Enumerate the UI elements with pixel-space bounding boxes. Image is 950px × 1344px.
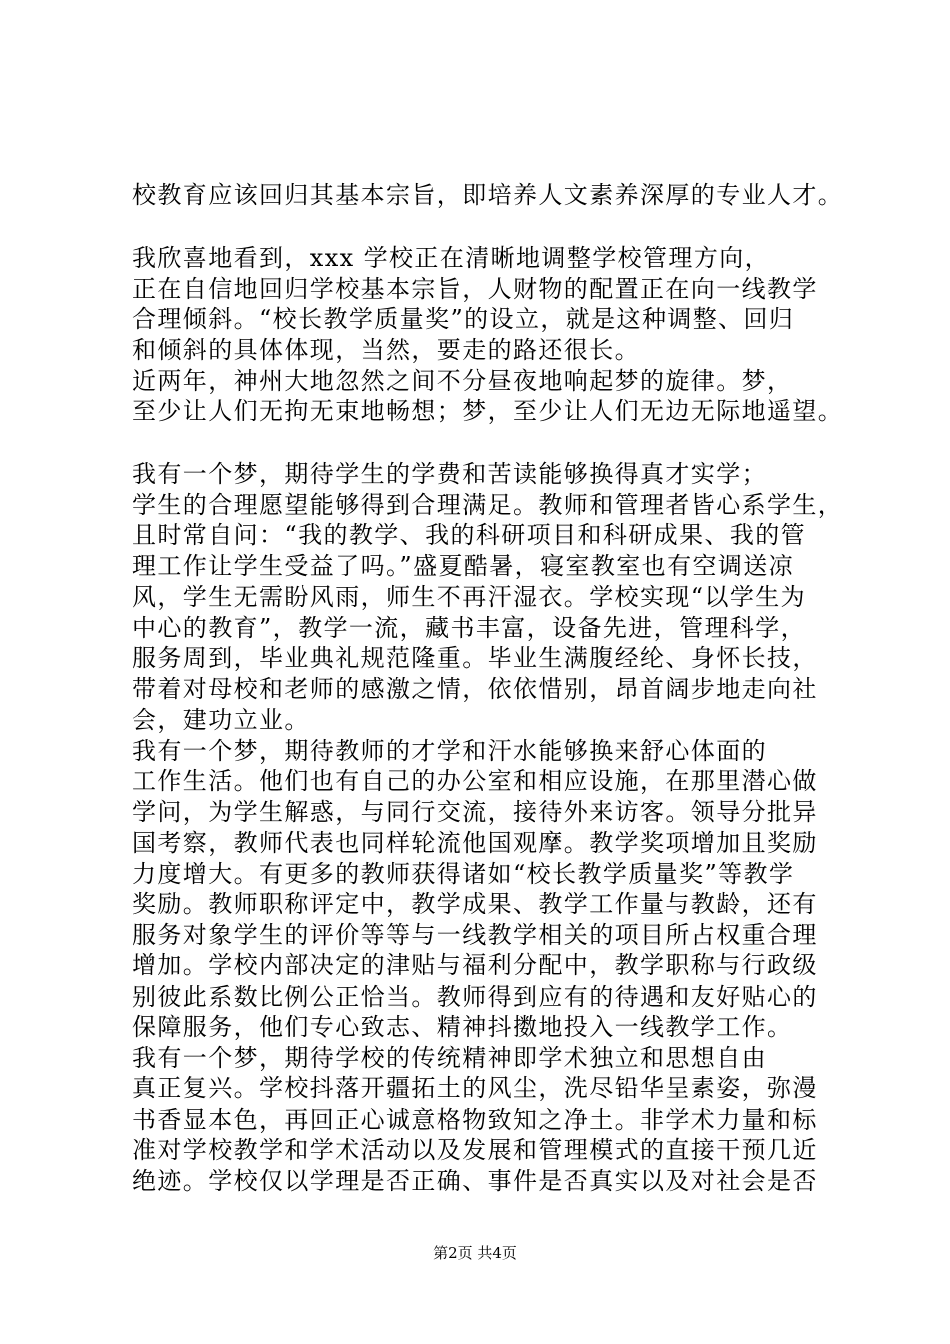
text-line: 我欣喜地看到，xxx 学校正在清晰地调整学校管理方向，	[132, 244, 771, 272]
text-line: 中心的教育”，教学一流，藏书丰富，设备先进，管理科学，	[132, 614, 807, 642]
text-line: 准对学校教学和学术活动以及发展和管理模式的直接干预几近	[132, 1136, 818, 1164]
text-line: 正在自信地回归学校基本宗旨，人财物的配置正在向一线教学	[132, 275, 818, 303]
text-line: 服务对象学生的评价等等与一线教学相关的项目所占权重合理	[132, 921, 818, 949]
text-line: 真正复兴。学校抖落开疆拓土的风尘，洗尽铅华呈素姿，弥漫	[132, 1074, 818, 1102]
text-line: 别彼此系数比例公正恰当。教师得到应有的待遇和友好贴心的	[132, 983, 818, 1011]
text-line: 国考察，教师代表也同样轮流他国观摩。教学奖项增加且奖励	[132, 829, 818, 857]
text-line: 我有一个梦，期待教师的才学和汗水能够换来舒心体面的	[132, 737, 767, 765]
text-line: 合理倾斜。“校长教学质量奖”的设立，就是这种调整、回归	[132, 305, 795, 333]
text-line: 增加。学校内部决定的津贴与福利分配中，教学职称与行政级	[132, 951, 818, 979]
page-footer: 第2页 共4页	[433, 1244, 517, 1262]
text-line: 会，建功立业。	[132, 706, 310, 734]
text-line: 和倾斜的具体体现，当然，要走的路还很长。	[132, 336, 640, 364]
text-line: 工作生活。他们也有自己的办公室和相应设施，在那里潜心做	[132, 767, 818, 795]
text-line: 奖励。教师职称评定中，教学成果、教学工作量与教龄，还有	[132, 890, 818, 918]
text-line: 保障服务，他们专心致志、精神抖擞地投入一线教学工作。	[132, 1013, 793, 1041]
text-line: 带着对母校和老师的感激之情，依依惜别，昂首阔步地走向社	[132, 675, 818, 703]
text-line: 学生的合理愿望能够得到合理满足。教师和管理者皆心系学生，	[132, 491, 844, 519]
text-line: 且时常自问：“我的教学、我的科研项目和科研成果、我的管	[132, 521, 807, 549]
text-line: 近两年，神州大地忽然之间不分昼夜地响起梦的旋律。梦，	[132, 367, 793, 395]
text-line: 力度增大。有更多的教师获得诸如“校长教学质量奖”等教学	[132, 860, 795, 888]
text-line: 书香显本色，再回正心诚意格物致知之净土。非学术力量和标	[132, 1106, 818, 1134]
text-line: 至少让人们无拘无束地畅想；梦，至少让人们无边无际地遥望。	[132, 397, 844, 425]
text-line: 我有一个梦，期待学校的传统精神即学术独立和思想自由	[132, 1044, 767, 1072]
text-line: 绝迹。学校仅以学理是否正确、事件是否真实以及对社会是否	[132, 1167, 818, 1195]
text-line: 理工作让学生受益了吗。”盛夏酷暑，寝室教室也有空调送凉	[132, 552, 795, 580]
text-line: 服务周到，毕业典礼规范隆重。毕业生满腹经纶、身怀长技，	[132, 644, 818, 672]
text-line: 风，学生无需盼风雨，师生不再汗湿衣。学校实现“以学生为	[132, 583, 807, 611]
text-line: 学问，为学生解惑，与同行交流，接待外来访客。领导分批异	[132, 798, 818, 826]
text-line: 我有一个梦，期待学生的学费和苦读能够换得真才实学；	[132, 460, 767, 488]
text-line: 校教育应该回归其基本宗旨，即培养人文素养深厚的专业人才。	[132, 181, 844, 209]
